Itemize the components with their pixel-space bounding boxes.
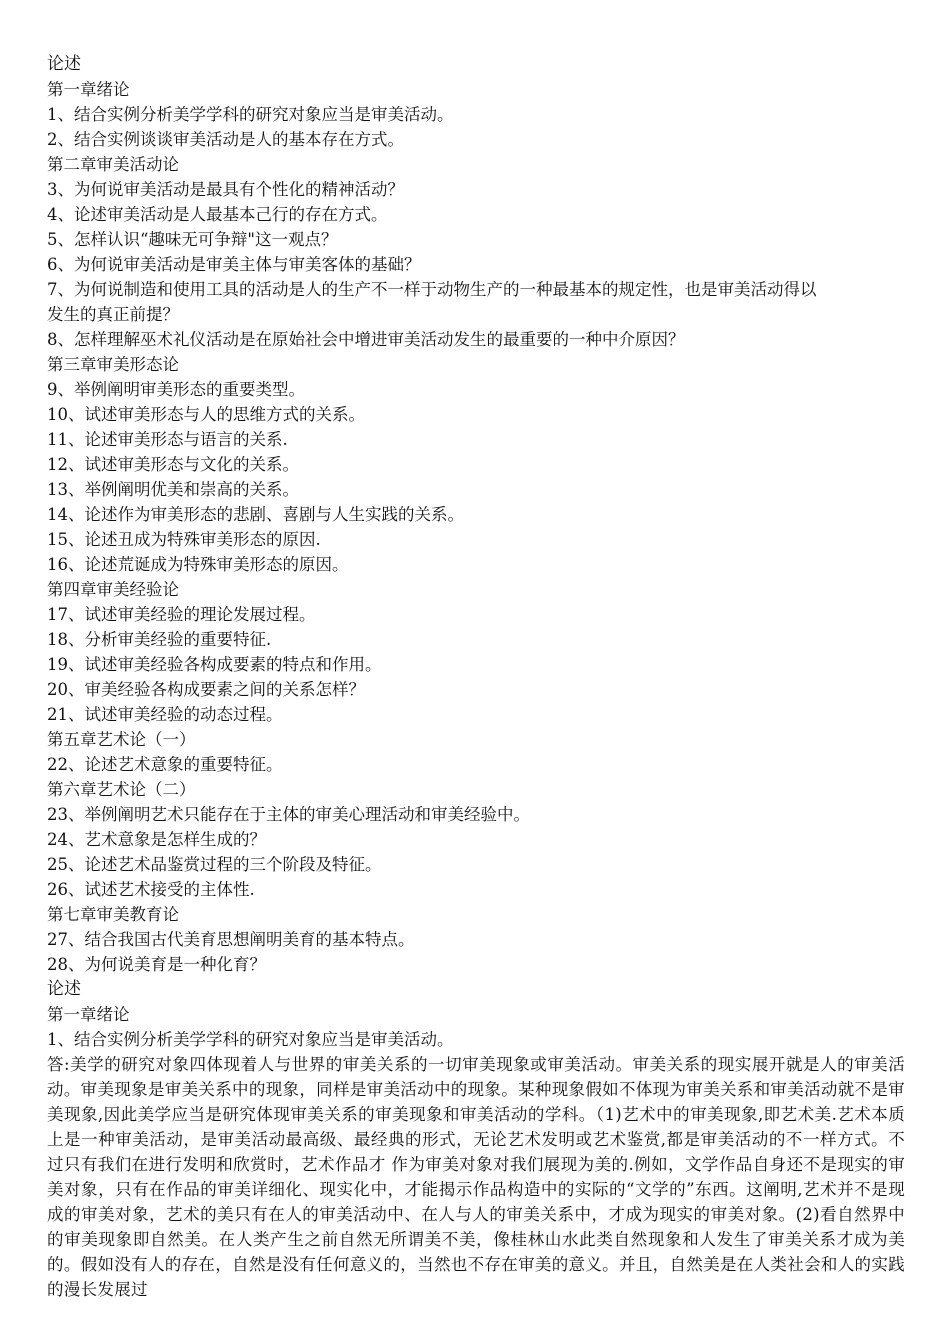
question-item: 2、结合实例谈谈审美活动是人的基本存在方式。	[47, 130, 404, 149]
question-item: 3、为何说审美活动是最具有个性化的精神活动？	[47, 180, 404, 199]
question-item: 10、试述审美形态与人的思维方式的关系。	[47, 405, 365, 424]
question-item: 15、论述丑成为特殊审美形态的原因.	[47, 530, 321, 549]
question-item: 13、举例阐明优美和崇高的关系。	[47, 480, 299, 499]
question-item: 17、试述审美经验的理论发展过程。	[47, 605, 316, 624]
question-item: 22、论述艺术意象的重要特征。	[47, 755, 283, 774]
question-item: 7、为何说制造和使用工具的活动是人的生产不一样于动物生产的一种最基本的规定性，也是审美活动得以	[47, 280, 817, 299]
question-item: 11、论述审美形态与语言的关系.	[47, 430, 288, 449]
question-item: 14、论述作为审美形态的悲剧、喜剧与人生实践的关系。	[47, 505, 464, 524]
question-item: 26、试述艺术接受的主体性.	[47, 880, 255, 899]
question-item: 18、分析审美经验的重要特征.	[47, 630, 272, 649]
chapter-heading: 第四章审美经验论	[47, 580, 179, 599]
question-item: 5、怎样认识“趣味无可争辩"这一观点？	[47, 230, 338, 249]
answer-paragraph: 答:美学的研究对象四体现着人与世界的审美关系的一切审美现象或审美活动。审美关系的现实展开就是人的审美活动。审美现象是审美关系中的现象，同样是审美活动中的现象。某种现象假如不体现为审美关系和审美活动就不是审美现象,因此美学应当是研究体现审美关系的审美现象和审美活动的学科。（1)艺术中的审美现象,即艺术美.艺术本质上是一种审美活动，是审美活动最高级、最经典的形式，无论艺术发明或艺术鉴赏,都是审美活动的不一样方式。不过只有我们在进行发明和欣赏时，艺术作品才 作为审美对象对我们展现为美的.例如，文学作品自身还不是现实的审美对象，只有在作品的审美详细化、现实化中，才能揭示作品构造中的实际的“文学的”东西。这阐明,艺术并不是现成的审美对象，艺术的美只有在人的审美活动中、在人与人的审美关系中，才成为现实的审美对象。(2)看自然界中的审美现象即自然美。在人类产生之前自然无所谓美不美，像桂林山水此类自然现象和人发生了审美关系才成为美的。假如没有人的存在，自然是没有任何意义的，当然也不存在审美的意义。并且，自然美是在人类社会和人的实践的漫长发展过	[47, 1055, 905, 1299]
question-item: 19、试述审美经验各构成要素的特点和作用。	[47, 655, 382, 674]
question-item: 21、试述审美经验的动态过程。	[47, 705, 283, 724]
question-item: 4、论述审美活动是人最基本己行的存在方式。	[47, 205, 388, 224]
question-item: 27、结合我国古代美育思想阐明美育的基本特点。	[47, 930, 415, 949]
question-item: 24、艺术意象是怎样生成的？	[47, 830, 266, 849]
chapter-heading: 第三章审美形态论	[47, 355, 179, 374]
question-item: 1、结合实例分析美学学科的研究对象应当是审美活动。	[47, 1030, 454, 1049]
question-item: 20、审美经验各构成要素之间的关系怎样？	[47, 680, 365, 699]
chapter-heading: 第五章艺术论（一）	[47, 730, 196, 749]
chapter-heading: 第七章审美教育论	[47, 905, 179, 924]
document-page	[47, 52, 909, 1302]
question-item: 16、论述荒诞成为特殊审美形态的原因。	[47, 555, 349, 574]
question-item: 6、为何说审美活动是审美主体与审美客体的基础？	[47, 255, 421, 274]
chapter-heading: 第六章艺术论（二）	[47, 780, 196, 799]
question-item: 1、结合实例分析美学学科的研究对象应当是审美活动。	[47, 105, 454, 124]
section-title: 论述	[47, 54, 81, 74]
question-item: 25、论述艺术品鉴赏过程的三个阶段及特征。	[47, 855, 382, 874]
section-title: 论述	[47, 979, 81, 999]
question-item: 23、举例阐明艺术只能存在于主体的审美心理活动和审美经验中。	[47, 805, 530, 824]
chapter-heading: 第一章绪论	[47, 1005, 130, 1024]
question-item: 28、为何说美育是一种化育？	[47, 955, 266, 974]
question-item: 12、试述审美形态与文化的关系。	[47, 455, 299, 474]
question-item: 8、怎样理解巫术礼仪活动是在原始社会中增进审美活动发生的最重要的一种中介原因？	[47, 330, 685, 349]
chapter-heading: 第二章审美活动论	[47, 155, 179, 174]
question-item: 9、举例阐明审美形态的重要类型。	[47, 380, 305, 399]
chapter-heading: 第一章绪论	[47, 80, 130, 99]
question-item-continued: 发生的真正前提？	[47, 305, 179, 324]
